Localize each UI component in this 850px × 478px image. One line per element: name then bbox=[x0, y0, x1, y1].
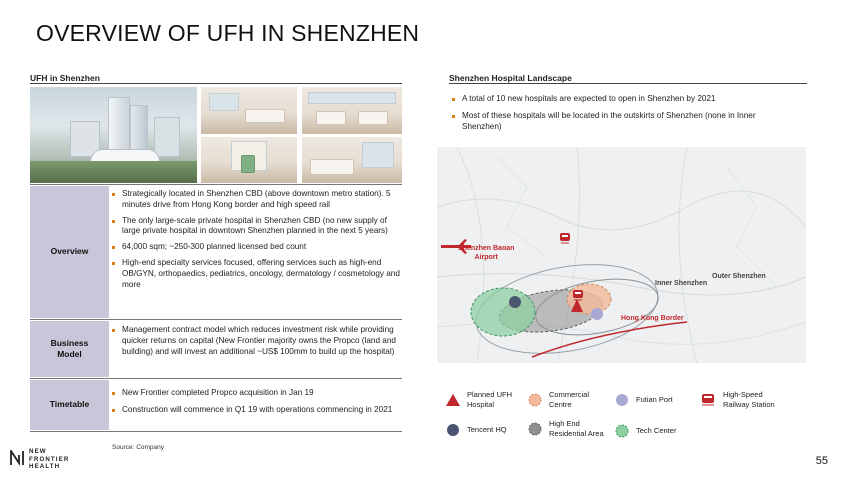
landscape-bullet: A total of 10 new hospitals are expected to open in Shenzhen by 2021 bbox=[452, 94, 792, 105]
shenzhen-map bbox=[437, 147, 806, 363]
overview-bullet: Strategically located in Shenzhen CBD (above downtown metro station). 5 minutes drive from Hong Kong border and high speed rail bbox=[112, 189, 402, 211]
triangle-icon bbox=[446, 394, 460, 406]
train-icon bbox=[700, 393, 716, 407]
train-icon bbox=[560, 233, 570, 243]
overview-bullet: The only large-scale private hospital in Shenzhen CBD (no new supply of large private hospital in downtown Shenzhen planned in the next 5 years) bbox=[112, 216, 402, 238]
table-top-divider bbox=[30, 184, 402, 185]
overview-row bbox=[30, 186, 402, 318]
timetable-bullet: New Frontier completed Propco acquisition in Jan 19 bbox=[112, 388, 402, 399]
dashed-circle-icon bbox=[528, 422, 542, 436]
dashed-circle-icon bbox=[528, 393, 542, 407]
business-model-row bbox=[30, 321, 402, 377]
interior-lobby-image bbox=[201, 87, 297, 134]
business-model-bullet: Management contract model which reduces investment risk while providing quicker returns on capital (New Frontier majority owns the Propco (land and building) and will invest an additional ~US$ 100mm to build up the hospital) bbox=[112, 325, 402, 357]
right-section-divider bbox=[449, 83, 807, 84]
interior-corridor-image bbox=[201, 137, 297, 183]
timetable-label: Timetable bbox=[30, 380, 109, 430]
overview-bullet: 64,000 sqm; ~250-300 planned licensed bed count bbox=[112, 242, 402, 253]
interior-ward-image bbox=[302, 87, 402, 134]
right-section-heading: Shenzhen Hospital Landscape bbox=[449, 73, 572, 83]
table-divider bbox=[30, 319, 402, 320]
left-section-divider bbox=[30, 83, 402, 84]
inner-shenzhen-label: Inner Shenzhen bbox=[655, 280, 708, 287]
hospital-rendering-image bbox=[30, 87, 197, 183]
left-section-heading: UFH in Shenzhen bbox=[30, 73, 100, 83]
legend-commercial-centre: Commercial Centre bbox=[528, 390, 589, 409]
logo-mark-icon bbox=[10, 450, 24, 466]
table-divider bbox=[30, 378, 402, 379]
interior-patient-room-image bbox=[302, 137, 402, 183]
timetable-bullet: Construction will commence in Q1 19 with operations commencing in 2021 bbox=[112, 405, 402, 416]
legend-high-speed-railway: High-Speed Railway Station bbox=[700, 390, 775, 409]
legend-planned-ufh: Planned UFH Hospital bbox=[446, 390, 512, 409]
outer-shenzhen-label: Outer Shenzhen bbox=[712, 273, 766, 280]
page-title: OVERVIEW OF UFH IN SHENZHEN bbox=[36, 20, 420, 46]
company-logo: NEW FRONTIER HEALTH bbox=[10, 448, 69, 471]
table-bottom-divider bbox=[30, 431, 402, 432]
legend-high-end-residential: High End Residential Area bbox=[528, 419, 604, 438]
legend-tech-center: Tech Center bbox=[615, 424, 676, 438]
circle-icon bbox=[615, 393, 629, 407]
airport-label: Shenzhen Baoan Airport bbox=[458, 245, 515, 261]
source-note: Source: Company bbox=[112, 444, 165, 451]
timetable-row bbox=[30, 380, 402, 430]
landscape-bullets bbox=[452, 94, 792, 138]
legend-tencent-hq: Tencent HQ bbox=[446, 423, 507, 437]
landscape-bullet: Most of these hospitals will be located in the outskirts of Shenzhen (none in Inner Shenzhen) bbox=[452, 111, 792, 133]
legend-futian-port: Futian Port bbox=[615, 393, 673, 407]
overview-label: Overview bbox=[30, 186, 109, 318]
circle-icon bbox=[446, 423, 460, 437]
hong-kong-border-label: Hong Kong Border bbox=[621, 315, 684, 322]
page-number: 55 bbox=[815, 455, 828, 467]
business-model-label: Business Model bbox=[30, 321, 109, 377]
dashed-circle-icon bbox=[615, 424, 629, 438]
overview-bullet: High-end specialty services focused, offering services such as high-end OB/GYN, orthopaedics, pediatrics, oncology, dermatology / cosmetology and more bbox=[112, 258, 402, 290]
